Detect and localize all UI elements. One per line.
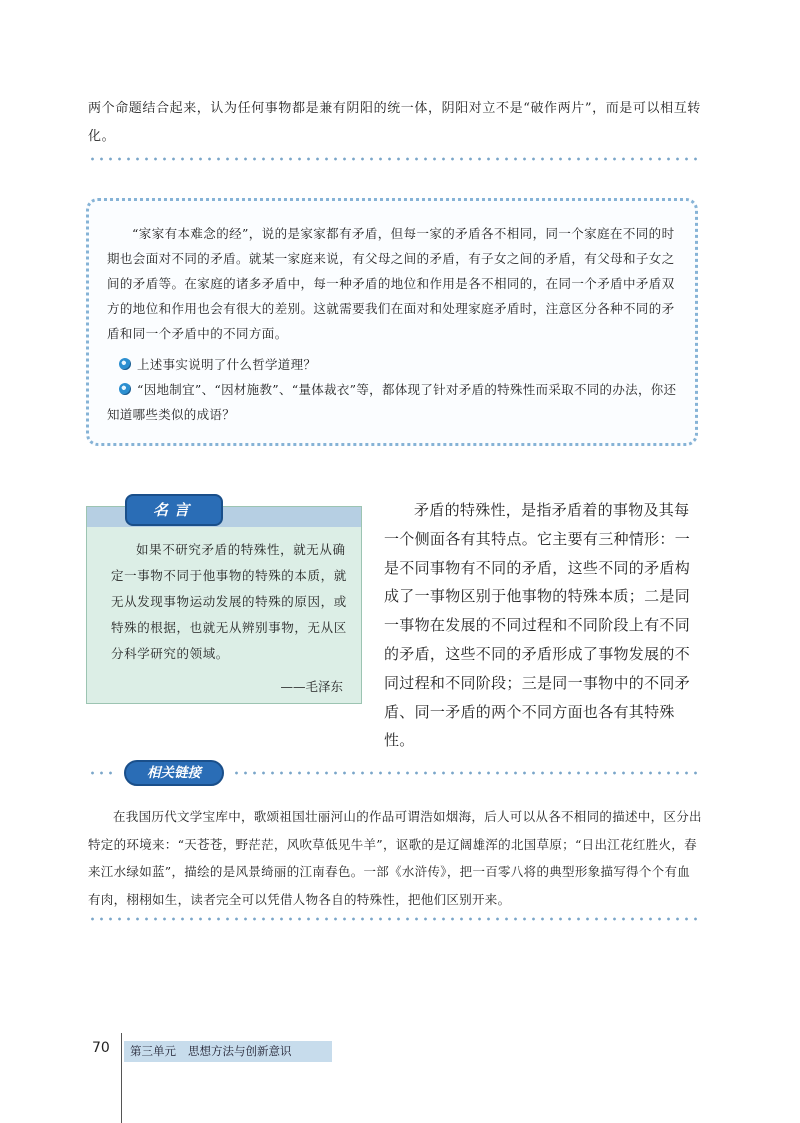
dotted-divider-right <box>232 771 702 775</box>
quote-text: 如果不研究矛盾的特殊性，就无从确定一事物不同于他事物的特殊的本质，就无从发现事物运动发展的特殊的原因，或特殊的根据，也就无从辨别事物，无从区分科学研究的领域。 <box>111 542 347 661</box>
dotted-divider-left <box>88 771 118 775</box>
famous-quote-box <box>86 501 362 704</box>
main-paragraph: 矛盾的特殊性，是指矛盾着的事物及其每一个侧面各有其特点。它主要有三种情形：一是不同事物有不同的矛盾，这些不同的矛盾构成了一事物区别于他事物的特殊本质；二是同一事物在发展的不同过程和不同阶段上有不同的矛盾，这些不同的矛盾形成了事物发展的不同过程和不同阶段；三是同一事物中的不同矛盾、同一矛盾的两个不同方面也各有其特殊性。 <box>384 501 691 750</box>
bullet-circle-icon <box>119 358 131 370</box>
footer-unit-band <box>124 1041 332 1062</box>
case-study-text: “家家有本难念的经”，说的是家家都有矛盾，但每一家的矛盾各不相同，同一个家庭在不同的时期也会面对不同的矛盾。就某一家庭来说，有父母之间的矛盾，有子女之间的矛盾，有父母和子女之间的矛盾等。在家庭的诸多矛盾中，每一种矛盾的地位和作用是各不相同的，在同一个矛盾中矛盾双方的地位和作用也会有很大的差别。这就需要我们在面对和处理家庭矛盾时，注意区分各种不同的矛盾和同一个矛盾中的不同方面。 <box>107 226 675 341</box>
related-link-text: 在我国历代文学宝库中，歌颂祖国壮丽河山的作品可谓浩如烟海，后人可以从各不相同的描述中，区分出特定的环境来：“天苍苍，野茫茫，风吹草低见牛羊”，讴歌的是辽阔雄浑的北国草原；“日出江花红胜火，春来江水绿如蓝”，描绘的是风景绮丽的江南春色。一部《水浒传》，把一百零八将的典型形象描写得个个有血有肉，栩栩如生，读者完全可以凭借人物各自的特殊性，把他们区别开来。 <box>88 809 702 907</box>
related-link-label: 相关链接 <box>124 760 224 786</box>
question-1-text: 上述事实说明了什么哲学道理？ <box>137 357 317 372</box>
dotted-divider <box>88 917 700 921</box>
page-number: 70 <box>92 1040 110 1056</box>
quote-label: 名言 <box>125 494 223 526</box>
continued-paragraph: 两个命题结合起来，认为任何事物都是兼有阴阳的统一体，阴阳对立不是“破作两片”，而是可以相互转化。 <box>88 101 701 144</box>
question-2-text: “因地制宜”、“因材施教”、“量体裁衣”等，都体现了针对矛盾的特殊性而采取不同的办法，你还知道哪些类似的成语？ <box>107 382 677 422</box>
footer-vertical-rule <box>121 1033 122 1123</box>
quote-author: ——毛泽东 <box>280 679 343 694</box>
question-1 <box>107 352 685 377</box>
question-2 <box>107 377 685 427</box>
dotted-divider <box>88 157 700 161</box>
bullet-circle-icon <box>119 383 131 395</box>
case-study-box <box>86 198 698 446</box>
footer-unit: 第三单元 <box>130 1044 176 1058</box>
footer-unit-title: 思想方法与创新意识 <box>188 1044 292 1058</box>
